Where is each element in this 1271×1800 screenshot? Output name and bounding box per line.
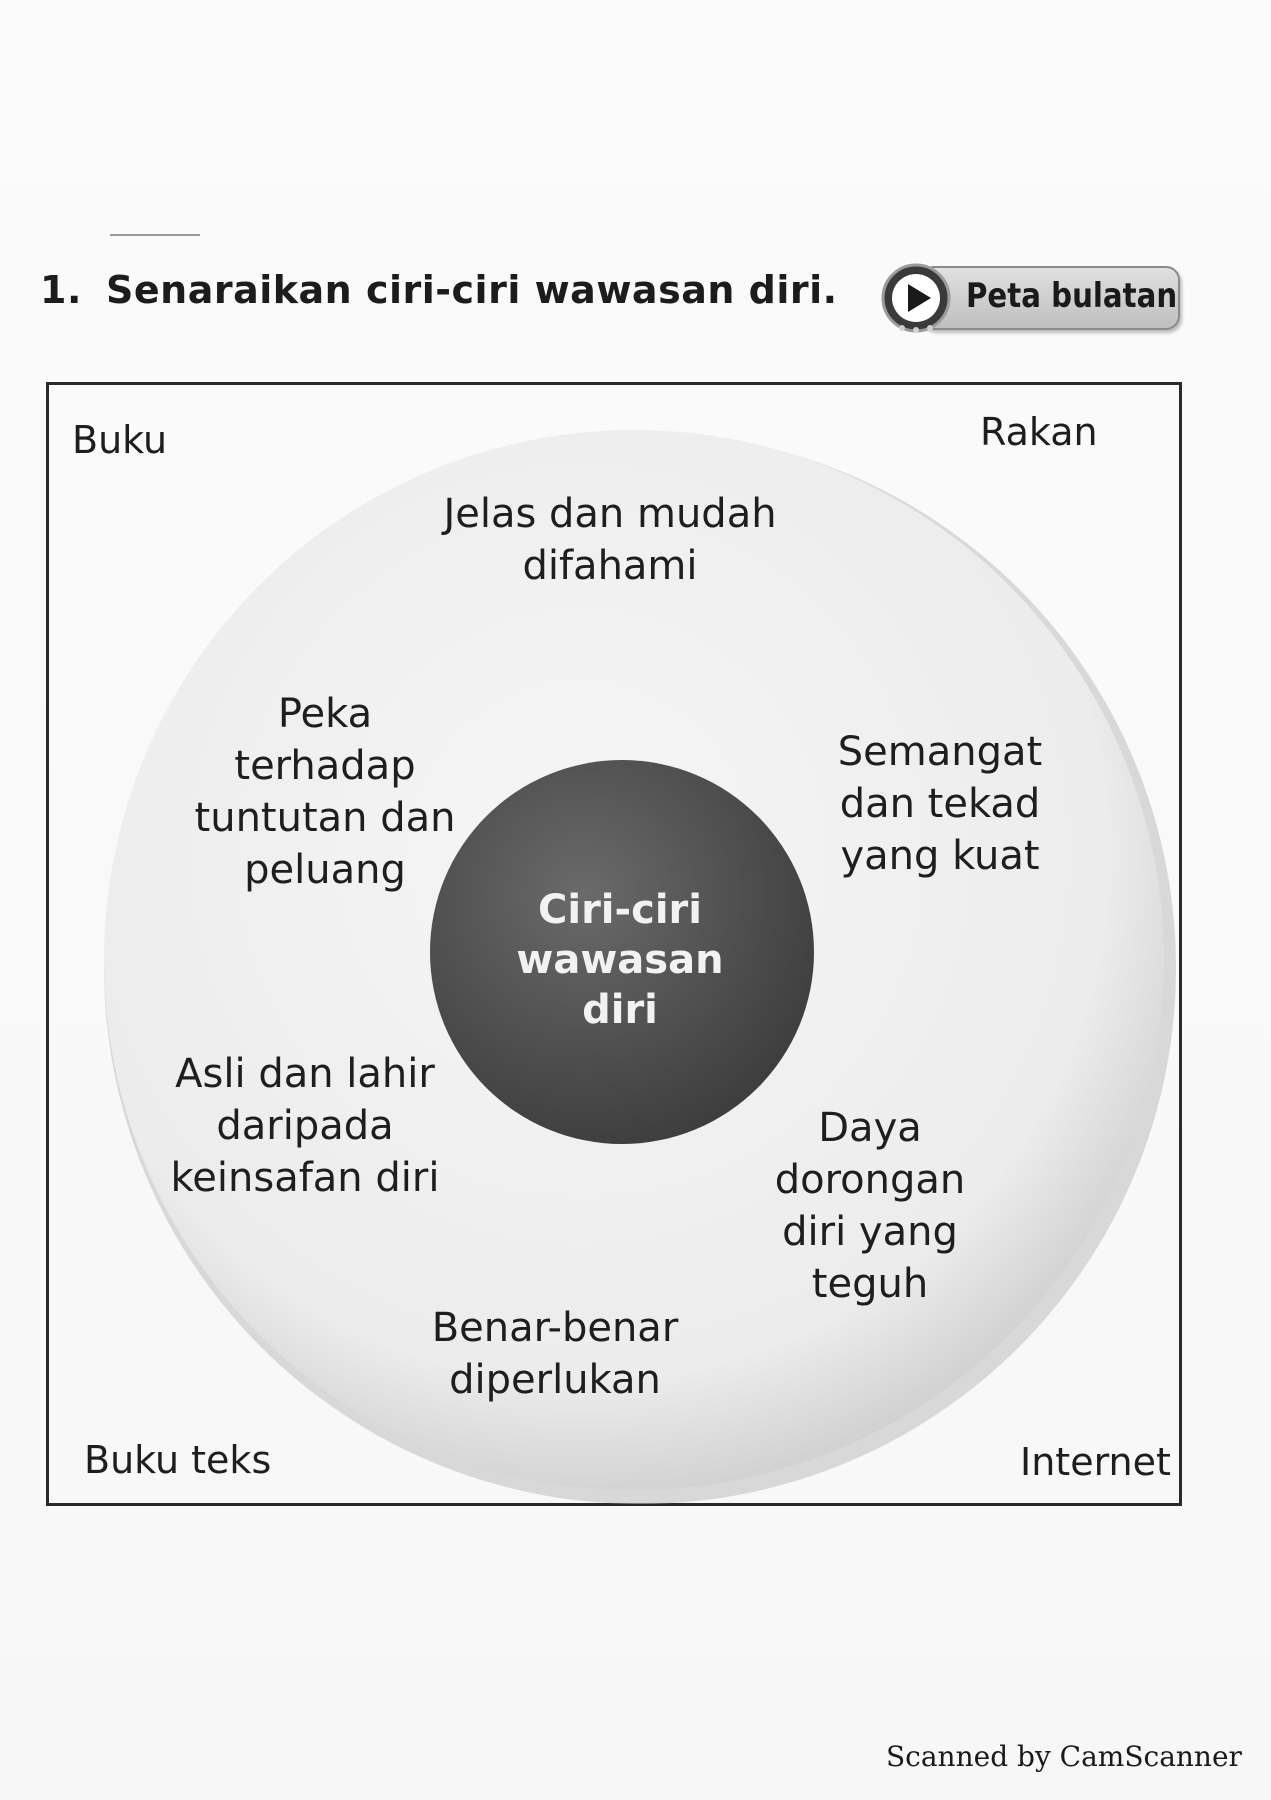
question-number: 1. bbox=[40, 268, 82, 312]
question-text: Senaraikan ciri-ciri wawasan diri. bbox=[106, 268, 838, 312]
characteristic-label: Peka terhadap tuntutan dan peluang bbox=[194, 691, 456, 893]
center-topic: Ciri-ciri wawasan diri bbox=[516, 887, 724, 1033]
scanner-watermark: Scanned by CamScanner bbox=[886, 1740, 1242, 1773]
characteristic-label: Semangat dan tekad yang kuat bbox=[837, 729, 1043, 879]
reference-top-left: Buku bbox=[72, 418, 168, 462]
characteristic-label: Jelas dan mudah difahami bbox=[443, 491, 777, 589]
characteristic-label: Daya dorongan diri yang teguh bbox=[774, 1105, 966, 1307]
reference-top-right: Rakan bbox=[980, 410, 1098, 454]
characteristic-label: Benar-benar diperlukan bbox=[431, 1305, 679, 1403]
reference-bottom-left: Buku teks bbox=[84, 1438, 272, 1482]
reference-bottom-right: Internet bbox=[1020, 1440, 1171, 1484]
badge-label: Peta bulatan bbox=[966, 276, 1178, 316]
characteristic-label: Asli dan lahir daripada keinsafan diri bbox=[170, 1051, 440, 1201]
